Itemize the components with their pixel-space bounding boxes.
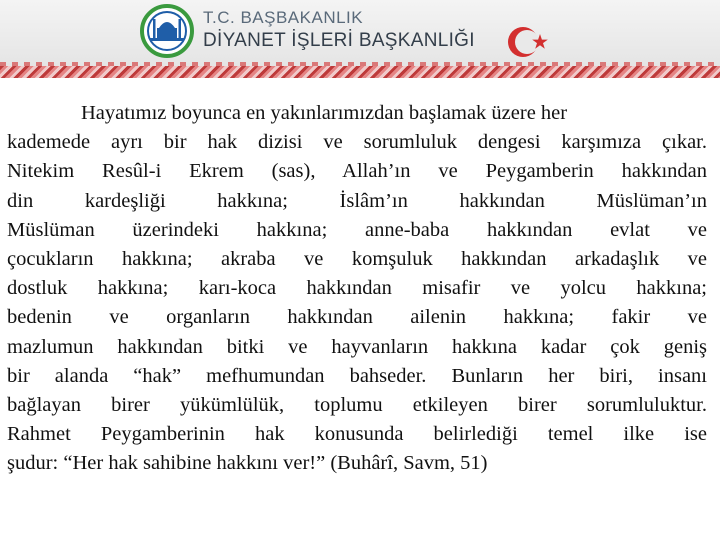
paragraph-line: bedenin ve organların hakkından ailenin hakkına; fakir ve — [7, 306, 707, 329]
paragraph-line: mazlumun hakkından bitki ve hayvanların hakkına kadar çok geniş — [7, 335, 707, 358]
paragraph-line: şudur: “Her hak sahibine hakkını ver!” (Buhârî, Savm, 51) — [7, 452, 488, 475]
diyanet-mosque-emblem-icon — [140, 4, 194, 58]
paragraph-line: bağlayan birer yükümlülük, toplumu etkileyen birer sorumluluktur. — [7, 394, 707, 417]
body-paragraph — [7, 99, 707, 479]
header-bar — [0, 0, 720, 78]
paragraph-line: dostluk hakkına; karı-koca hakkından misafir ve yolcu hakkına; — [7, 277, 707, 300]
paragraph-line: Hayatımız boyunca en yakınlarımızdan başlamak üzere her — [81, 102, 568, 124]
org-large-title: DİYANET İŞLERİ BAŞKANLIĞI — [203, 30, 475, 51]
turkish-crescent-star-icon — [506, 22, 550, 62]
org-small-title: T.C. BAŞBAKANLIK — [203, 8, 364, 27]
paragraph-line: kademede ayrı bir hak dizisi ve sorumluluk dengesi karşımıza çıkar. — [7, 131, 707, 154]
paragraph-line: Müslüman üzerindeki hakkına; anne-baba hakkından evlat ve — [7, 218, 707, 241]
paragraph-line: Nitekim Resûl-i Ekrem (sas), Allah’ın ve Peygamberin hakkından — [7, 160, 707, 183]
paragraph-line: din kardeşliği hakkına; İslâm’ın hakkından Müslüman’ın — [7, 189, 707, 212]
paragraph-line: çocukların hakkına; akraba ve komşuluk hakkından arkadaşlık ve — [7, 248, 707, 271]
decorative-pattern-band — [0, 66, 720, 78]
paragraph-line: bir alanda “hak” mefhumundan bahseder. Bunların her biri, insanı — [7, 364, 707, 387]
paragraph-line: Rahmet Peygamberinin hak konusunda belirlediği temel ilke ise — [7, 423, 707, 446]
